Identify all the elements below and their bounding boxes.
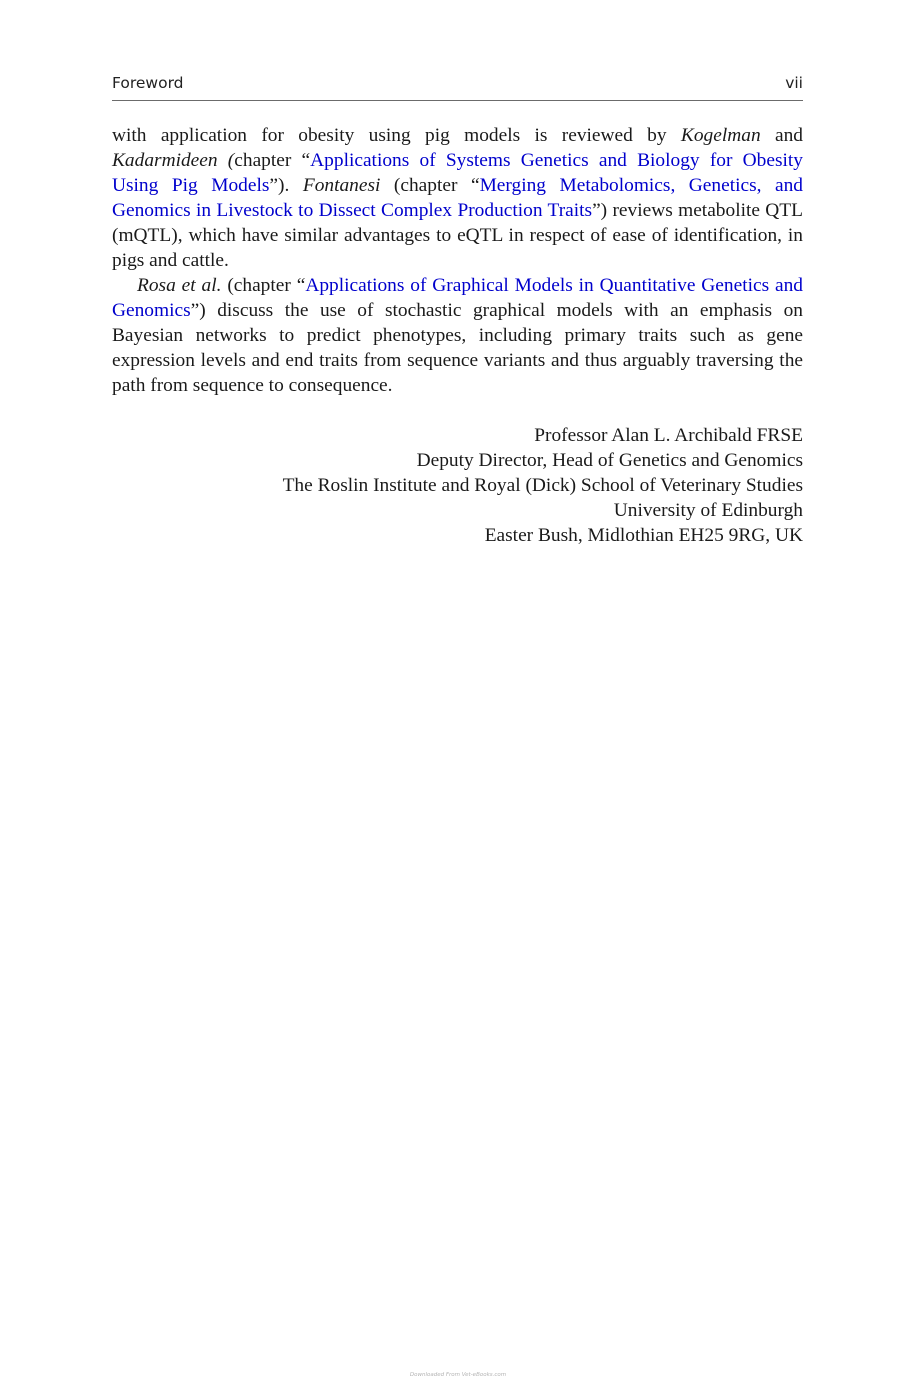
text-run: (chapter “ <box>380 175 480 196</box>
text-run: ”) discuss the use of stochastic graphical models with an emphasis on Bayesian networks to predict phenotypes, including primary traits such as gene expression levels and end traits from sequence variants and thus arguably traversing the path from sequence to consequence. <box>112 300 803 396</box>
running-head <box>112 72 803 101</box>
author-name: Fontanesi <box>302 175 381 196</box>
author-name: Rosa et al. <box>137 275 222 296</box>
signatory-role: Deputy Director, Head of Genetics and Genomics <box>416 450 803 471</box>
download-watermark: Downloaded From Vet-eBooks.com <box>409 1372 507 1378</box>
text-run: with application for obesity using pig models is reviewed by <box>112 125 681 146</box>
chapter-link-graphical-models[interactable]: Applications of Graphical Models in Quantitative Genetics and Genomics <box>112 275 804 321</box>
page-number: vii <box>785 74 803 92</box>
text-run: and <box>760 125 803 146</box>
signatory-address: Easter Bush, Midlothian EH25 9RG, UK <box>484 525 803 546</box>
signature-block <box>283 423 803 548</box>
text-run: ”). <box>269 175 303 196</box>
foreword-body <box>112 123 803 398</box>
chapter-link-obesity[interactable]: Applications of Systems Genetics and Biology for Obesity Using Pig Models <box>112 150 803 196</box>
signatory-name: Professor Alan L. Archibald FRSE <box>534 425 803 446</box>
author-name: Kogelman <box>680 125 761 146</box>
signatory-institute: The Roslin Institute and Royal (Dick) School of Veterinary Studies <box>282 475 803 496</box>
section-title: Foreword <box>112 74 184 92</box>
text-run: (chapter “ <box>221 275 306 296</box>
author-name: Kadarmideen ( <box>112 150 235 171</box>
text-run: chapter “ <box>234 150 311 171</box>
signatory-university: University of Edinburgh <box>613 500 803 521</box>
paragraph-1 <box>112 123 803 273</box>
paragraph-2 <box>112 273 803 398</box>
chapter-link-metabolomics[interactable]: Merging Metabolomics, Genetics, and Genomics in Livestock to Dissect Complex Production Traits <box>112 175 804 221</box>
text-run: ”) reviews metabolite QTL (mQTL), which have similar advantages to eQTL in respect of ease of identification, in pigs and cattle. <box>112 200 803 271</box>
